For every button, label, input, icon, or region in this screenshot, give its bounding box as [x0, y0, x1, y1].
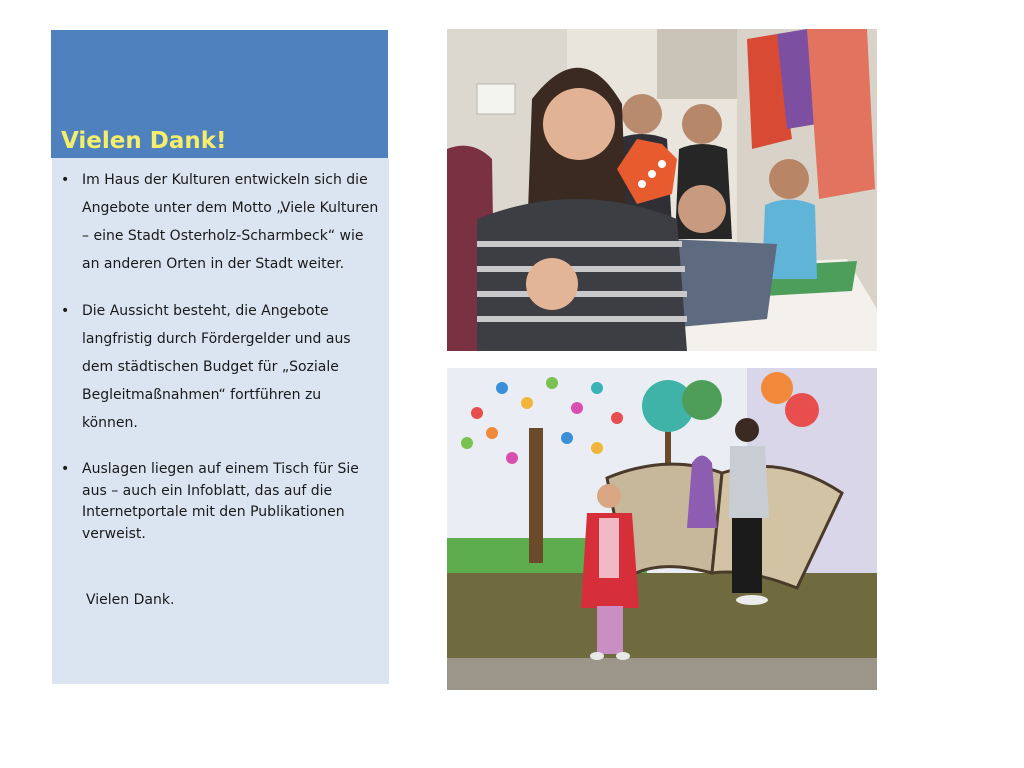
bullet-item: • Im Haus der Kulturen entwickeln sich die Angebote unter dem Motto „Viele Kulturen – eine Stadt Osterholz-Scharmbeck“ wie an anderen Orten in der Stadt weiter. [52, 166, 389, 278]
child-mural-photo [447, 368, 877, 690]
slide-title: Vielen Dank! [61, 128, 227, 154]
title-banner [51, 30, 388, 158]
bullet-list [52, 166, 389, 545]
bullet-item: • Die Aussicht besteht, die Angebote langfristig durch Fördergelder und aus dem städtischen Budget für „Soziale Begleitmaßnahmen“ fortführen zu können. [52, 297, 389, 437]
closing-text: Vielen Dank. [86, 592, 175, 608]
children-painted-hands-photo [447, 29, 877, 351]
text-panel [52, 158, 389, 684]
bullet-item: • Auslagen liegen auf einem Tisch für Sie aus – auch ein Infoblatt, das auf die Internetportale mit den Publikationen verweist. [52, 459, 389, 545]
